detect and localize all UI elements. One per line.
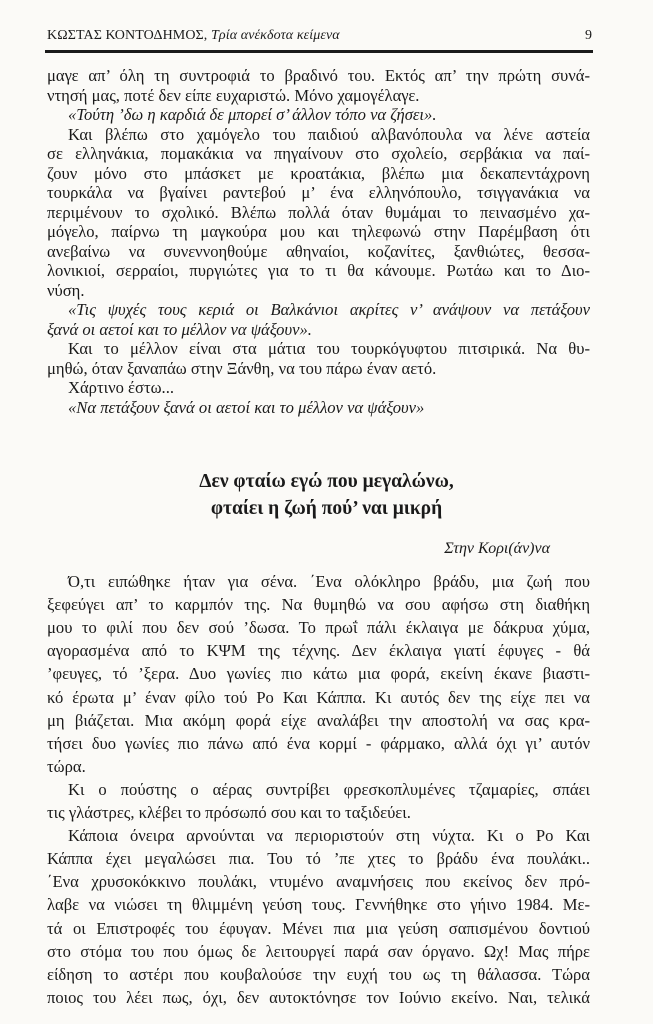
- text-line: μου το φιλί που δεν σού ’δωσα. Το πρωΐ πάλι έκλαιγα με δάκρυα χύμα,: [47, 618, 590, 638]
- page-number: 9: [585, 28, 592, 43]
- chapter-title-line-1: Δεν φταίω εγώ που μεγαλώνω,: [199, 471, 454, 492]
- text-line: Κάποια όνειρα αρνούνται να περιοριστούν στη νύχτα. Κι ο Ρο Και: [68, 826, 590, 846]
- text-line: ανεβαίνω να συνεννοηθούμε αθηναίοι, κοζανίτες, ξανθιώτες, θεσσα-: [47, 241, 590, 261]
- running-header: [47, 28, 592, 48]
- text-line: τώρα.: [47, 756, 86, 776]
- text-line: είδηση το αστέρι που κουβαλούσε την ευχή του ως τη θάλασσα. Τώρα: [47, 964, 590, 984]
- text-line: νύση.: [47, 280, 85, 300]
- text-line: μηθώ, όταν ξαναπάω στην Ξάνθη, να του πάρω έναν αετό.: [47, 358, 437, 378]
- text-line: «Τις ψυχές τους κεριά οι Βαλκάνιοι ακρίτες ν’ ανάψουν να πετάξουν: [68, 300, 590, 319]
- text-line: τήσει δυο γωνίες πιο πάνω από ένα κορμί - φάρμακο, αλλά όχι γι’ αυτόν: [47, 733, 590, 753]
- book-title: Τρία ανέκδοτα κείμενα: [211, 28, 340, 43]
- text-line: στο στόμα του που όμως δε λειτουργεί παρά σαν όργανο. Ωχ! Μας πήρε: [47, 941, 590, 961]
- text-line: μόγελο, παίρνω τη μαγκούρα μου και τηλεφωνώ στην Παρέμβαση ότι: [47, 222, 590, 241]
- text-line: Κι ο πούστης ο αέρας συντρίβει φρεσκοπλυμένες τζαμαρίες, σπάει: [68, 779, 590, 799]
- text-line: Και βλέπω στο χαμόγελο του παιδιού αλβανόπουλα να λένε αστεία: [68, 124, 590, 144]
- text-line: αγορασμένα από το ΚΨΜ της τέχνης. Δεν έκλαιγα γιατί έφυγες - θά: [47, 641, 590, 661]
- dedication: Στην Κορι(άν)να: [444, 540, 550, 557]
- text-line: κό έρωτα μ’ έναν φίλο τού Ρο Και Κάππα. Κι αυτός δεν της είχε πει να: [47, 687, 590, 707]
- text-line: ζουν μόνο στο μπάσκετ με κροατάκια, βλέπω μια δεκαπεντάχρονη: [47, 163, 590, 183]
- author-name: ΚΩΣΤΑΣ ΚΟΝΤΟΔΗΜΟΣ,: [47, 28, 208, 43]
- text-line: ’φευγες, τό ’ξερα. Δυο γωνίες πιο κάτω μια φορά, εκείνη έκανε βιαστι-: [47, 664, 590, 684]
- text-line: ΄Ενα χρυσοκόκκινο πουλάκι, ντυμένο αναμνήσεις που εκείνος δεν πρό-: [47, 872, 590, 892]
- text-line: τις γλάστρες, κλέβει το πρόσωπό σου και το ταξιδεύει.: [47, 803, 411, 822]
- text-line: μη βιάζεται. Μια ακόμη φορά είχε αναλάβει την αποστολή να σας κρα-: [47, 710, 590, 730]
- text-line: λαβε να νιώσει τη θλιμμένη γεύση τους. Γεννήθηκε στο γήινο 1984. Με-: [47, 895, 590, 915]
- text-line: «Τούτη ’δω η καρδιά δε μπορεί σ’ άλλον τόπο να ζήσει».: [68, 105, 437, 124]
- text-line: σε ελληνάκια, πομακάκια να πηγαίνουν στο σχολείο, σερβάκια να παί-: [47, 144, 590, 163]
- header-rule: [45, 50, 593, 53]
- text-line: τά οι Επιστροφές του έφυγαν. Μένει πια μια γεύση σαπισμένου δοντιού: [47, 918, 590, 938]
- text-line: «Να πετάξουν ξανά οι αετοί και το μέλλον να ψάξουν»: [68, 397, 425, 417]
- chapter-title-line-2: φταίει η ζωή πού’ ναι μικρή: [210, 498, 443, 519]
- text-line: λονικιοί, σερραίοι, πυργιώτες για το τι θα κάνουμε. Ρωτάω και το Διο-: [47, 261, 590, 280]
- text-line: ντησή μας, ποτέ δεν είπε ευχαριστώ. Μόνο χαμογέλαγε.: [47, 85, 420, 105]
- text-line: Και το μέλλον είναι στα μάτια του τουρκόγυφτου πιτσιρικά. Να θυ-: [68, 339, 590, 358]
- text-line: Κάππα έχει μεγαλώσει πια. Του τό ’πε χτες το βράδυ ένα πουλάκι..: [47, 849, 590, 869]
- text-line: Χάρτινο έστω...: [68, 378, 174, 397]
- text-line: τουρκάλα να βγαίνει ραντεβού μ’ ένα ελληνόπουλο, τσιγγανάκια να: [47, 183, 590, 202]
- text-line: ξεφεύγει απ’ το καρμπόν της. Να θυμηθώ να σου αφήσω στη διαθήκη: [47, 595, 590, 615]
- text-line: περιμένουν το σχολικό. Βλέπω πολλά όταν θυμάμαι το πεινασμένο χα-: [47, 202, 590, 222]
- text-line: μαγε απ’ όλη τη συντροφιά το βραδινό του. Εκτός απ’ την πρώτη συνά-: [47, 66, 590, 85]
- text-line: ποιος του λέει πως, όχι, δεν αυτοκτόνησε τον Ιούνιο εκείνο. Ναι, τελικά: [47, 987, 590, 1007]
- header-author: [47, 28, 340, 44]
- text-line: Ό,τι ειπώθηκε ήταν για σένα. ΄Ενα ολόκληρο βράδυ, μια ζωή που: [68, 572, 590, 591]
- text-line: ξανά οι αετοί και το μέλλον να ψάξουν».: [47, 319, 312, 339]
